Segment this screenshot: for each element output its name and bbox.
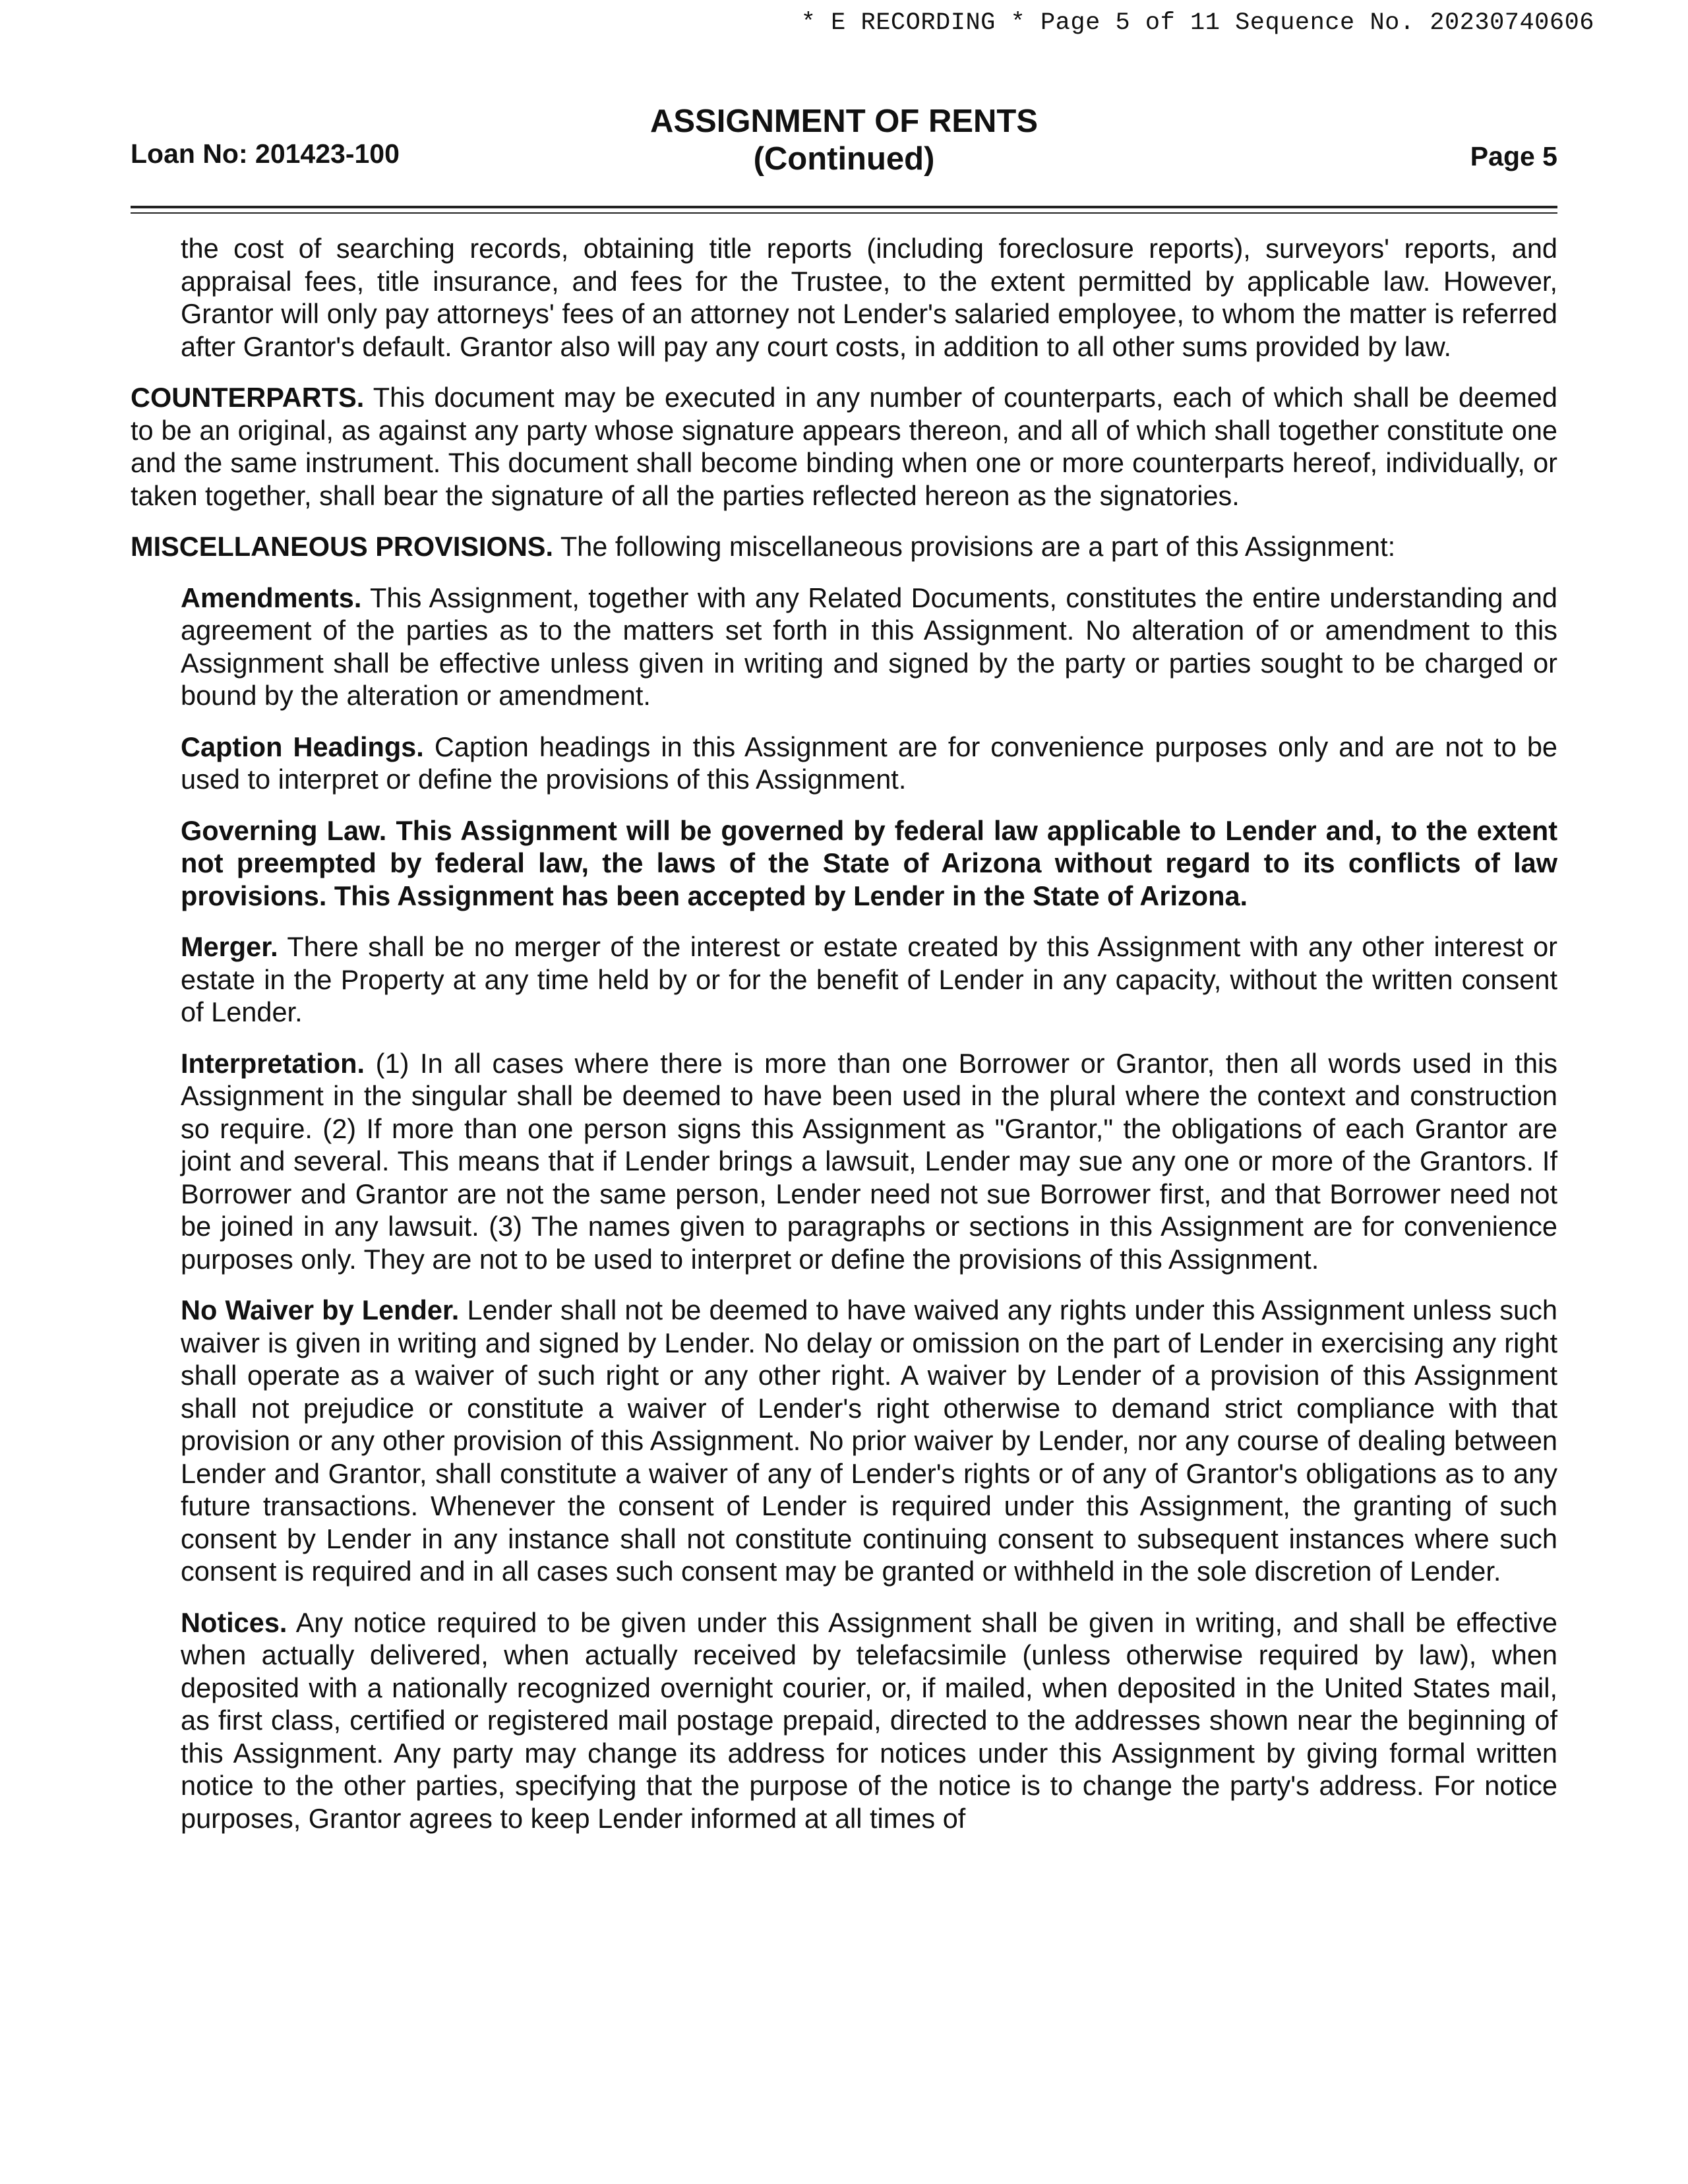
provision-heading: No Waiver by Lender. — [181, 1294, 460, 1325]
misc-provisions-section — [131, 530, 1557, 563]
section-heading: COUNTERPARTS. — [131, 382, 365, 413]
header-divider-thick — [131, 206, 1557, 208]
provision-heading: Amendments. — [181, 582, 362, 613]
provision-heading: Interpretation. — [181, 1047, 365, 1079]
section-text: The following miscellaneous provisions are a part of this Assignment: — [560, 531, 1396, 562]
notices-provision — [181, 1606, 1557, 1835]
recording-stamp: * E RECORDING * Page 5 of 11 Sequence No. 20230740606 — [800, 9, 1594, 37]
provision-text: Lender shall not be deemed to have waived any rights under this Assignment unless such waiver is given in writing and signed by Lender. No delay or omission on the part of Lender in exercising any right shall operate as a waiver of such right or any other right. A waiver by Lender of a provision of this Assignment shall not prejudice or constitute a waiver of Lender's right otherwise to demand strict compliance with that provision or any other provision of this Assignment. No prior waiver by Lender, nor any course of dealing between Lender and Grantor, shall constitute a waiver of any of Lender's rights or of any of Grantor's obligations as to any future transactions. Whenever the consent of Lender is required under this Assignment, the granting of such consent by Lender in any instance shall not constitute continuing consent to subsequent instances where such consent is required and in all cases such consent may be granted or withheld in the sole discretion of Lender. — [181, 1294, 1557, 1587]
amendments-provision — [181, 582, 1557, 712]
provision-text: This Assignment, together with any Related Documents, constitutes the entire understanding and agreement of the parties as to the matters set forth in this Assignment. No alteration of or amendment to this Assignment shall be effective unless given in writing and signed by the party or parties sought to be charged or bound by the alteration or amendment. — [181, 582, 1557, 711]
provision-heading: Governing Law. — [181, 814, 387, 846]
provision-heading: Caption Headings. — [181, 731, 424, 762]
provision-heading: Merger. — [181, 931, 278, 962]
document-title-line2: (Continued) — [753, 141, 935, 177]
continued-paragraph: the cost of searching records, obtaining title reports (including foreclosure reports), surveyors' reports, and appraisal fees, title insurance, and fees for the Trustee, to the extent permitted by applicable law. However, Grantor will only pay attorneys' fees of an attorney not Lender's salaried employee, to whom the matter is referred after Grantor's default. Grantor also will pay any court costs, in addition to all other sums provided by law. — [181, 233, 1557, 362]
document-body — [131, 232, 1557, 1853]
provision-text: Any notice required to be given under this Assignment shall be given in writing, and shall be effective when actually delivered, when actually received by telefacsimile (unless otherwise required by law), when deposited with a nationally recognized overnight courier, or, if mailed, when deposited in the United States mail, as first class, certified or registered mail postage prepaid, directed to the addresses shown near the beginning of this Assignment. Any party may change its address for notices under this Assignment by giving formal written notice to the other parties, specifying that the purpose of the notice is to change the party's address. For notice purposes, Grantor agrees to keep Lender informed at all times of — [181, 1606, 1557, 1834]
provision-text: This Assignment will be governed by federal law applicable to Lender and, to the extent not preempted by federal law, the laws of the State of Arizona without regard to its conflicts of law provisions. This Assignment has been accepted by Lender in the State of Arizona. — [181, 814, 1558, 911]
document-title-line1: ASSIGNMENT OF RENTS — [649, 104, 1039, 139]
provision-heading: Notices. — [181, 1606, 287, 1638]
page-header — [131, 99, 1557, 185]
section-heading: MISCELLANEOUS PROVISIONS. — [131, 531, 554, 562]
provision-text: There shall be no merger of the interest or estate created by this Assignment with any other interest or estate in the Property at any time held by or for the benefit of Lender in any capacity, without the written consent of Lender. — [181, 931, 1558, 1027]
interpretation-provision — [181, 1047, 1557, 1276]
provision-text: Caption headings in this Assignment are for convenience purposes only and are not to be used to interpret or define the provisions of this Assignment. — [181, 731, 1557, 795]
header-divider-thin — [131, 212, 1557, 214]
document-title — [131, 103, 1557, 178]
section-text: This document may be executed in any number of counterparts, each of which shall be deemed to be an original, as against any party whose signature appears thereon, and all of which shall together constitute one and the same instrument. This document shall become binding when one or more counterparts hereof, individually, or taken together, shall bear the signature of all the parties reflected hereon as the signatories. — [131, 382, 1557, 511]
merger-provision — [181, 930, 1557, 1029]
counterparts-section — [131, 381, 1557, 512]
no-waiver-provision — [181, 1294, 1557, 1588]
loan-number: Loan No: 201423-100 — [131, 138, 400, 169]
caption-headings-provision — [181, 731, 1557, 796]
page-number: Page 5 — [1470, 141, 1557, 171]
governing-law-provision — [181, 814, 1557, 913]
provision-text: (1) In all cases where there is more than one Borrower or Grantor, then all words used in this Assignment in the singular shall be deemed to have been used in the plural where the context and construction so require. (2) If more than one person signs this Assignment as "Grantor," the obligations of each Grantor are joint and several. This means that if Lender brings a lawsuit, Lender may sue any one or more of the Grantors. If Borrower and Grantor are not the same person, Lender need not sue Borrower first, and that Borrower need not be joined in any lawsuit. (3) The names given to paragraphs or sections in this Assignment are for convenience purposes only. They are not to be used to interpret or define the provisions of this Assignment. — [181, 1047, 1557, 1275]
